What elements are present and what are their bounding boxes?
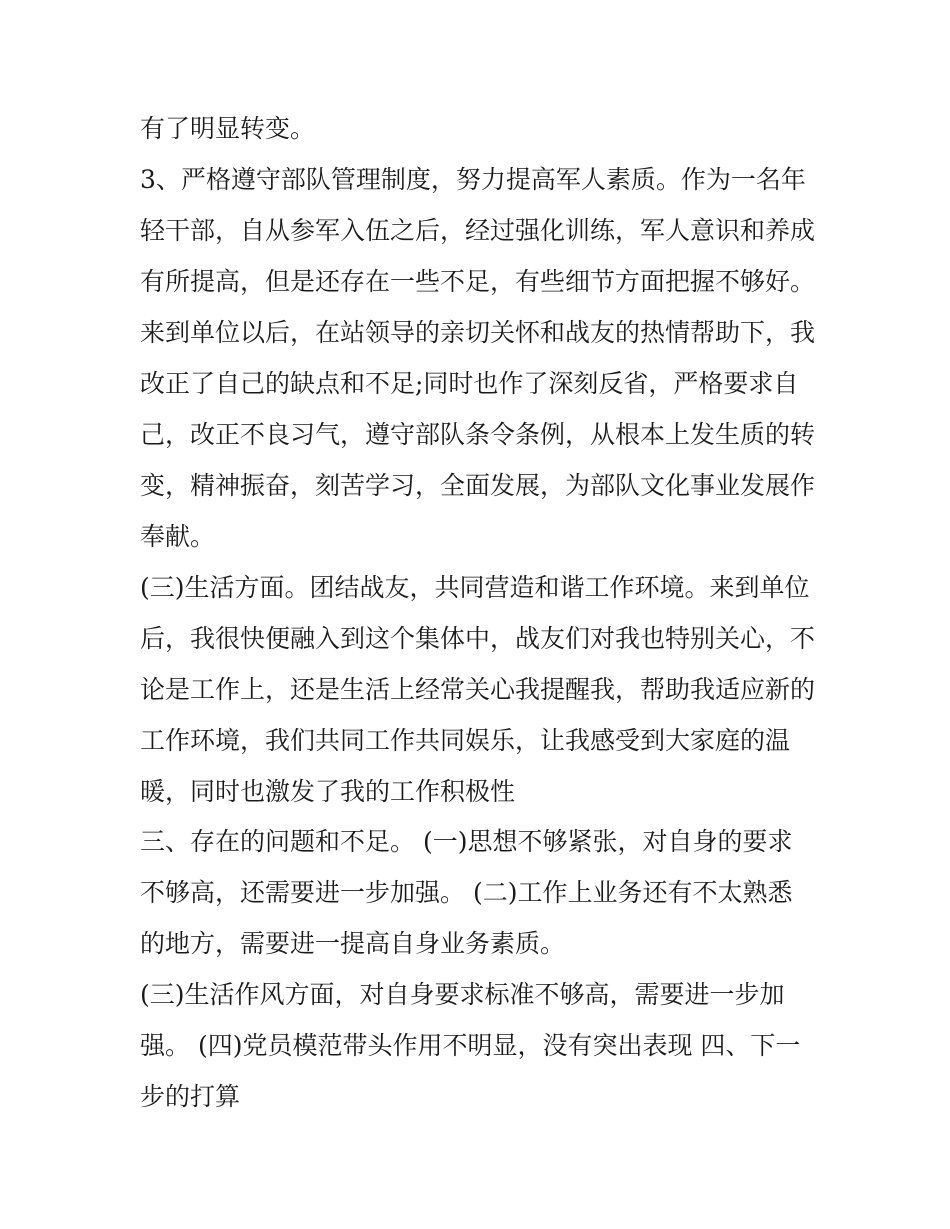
text-line: 三、存在的问题和不足。 (一)思想不够紧张，对自身的要求 xyxy=(140,827,793,856)
text-line: 有了明显转变。 xyxy=(140,114,316,143)
text-line: 论是工作上，还是生活上经常关心我提醒我，帮助我适应新的 xyxy=(140,675,816,704)
text-line: 3、严格遵守部队管理制度，努力提高军人素质。作为一名年 xyxy=(140,165,806,194)
text-line: 改正了自己的缺点和不足;同时也作了深刻反省，严格要求自 xyxy=(140,369,799,398)
text-line: 己，改正不良习气，遵守部队条令条例，从根本上发生质的转 xyxy=(140,420,816,449)
text-line: 工作环境，我们共同工作共同娱乐，让我感受到大家庭的温 xyxy=(140,726,791,755)
text-line: 强。 (四)党员模范带头作用不明显，没有突出表现 四、下一 xyxy=(140,1031,801,1060)
text-line: 变，精神振奋，刻苦学习，全面发展，为部队文化事业发展作 xyxy=(140,471,816,500)
text-line: 后，我很快便融入到这个集体中，战友们对我也特别关心，不 xyxy=(140,624,816,653)
text-line: 有所提高，但是还存在一些不足，有些细节方面把握不够好。 xyxy=(140,267,816,296)
text-line: (三)生活方面。团结战友，共同营造和谐工作环境。来到单位 xyxy=(140,573,810,602)
text-line: 不够高，还需要进一步加强。 (二)工作上业务还有不太熟悉 xyxy=(140,878,793,907)
text-line: (三)生活作风方面，对自身要求标准不够高，需要进一步加 xyxy=(140,980,785,1009)
text-line: 暖，同时也激发了我的工作积极性 xyxy=(140,777,516,806)
text-line: 的地方，需要进一提高自身业务素质。 xyxy=(140,929,566,958)
text-line: 轻干部，自从参军入伍之后，经过强化训练，军人意识和养成 xyxy=(140,216,816,245)
text-line: 来到单位以后，在站领导的亲切关怀和战友的热情帮助下，我 xyxy=(140,318,816,347)
text-line: 步的打算 xyxy=(140,1082,241,1111)
text-line: 奉献。 xyxy=(140,522,216,551)
